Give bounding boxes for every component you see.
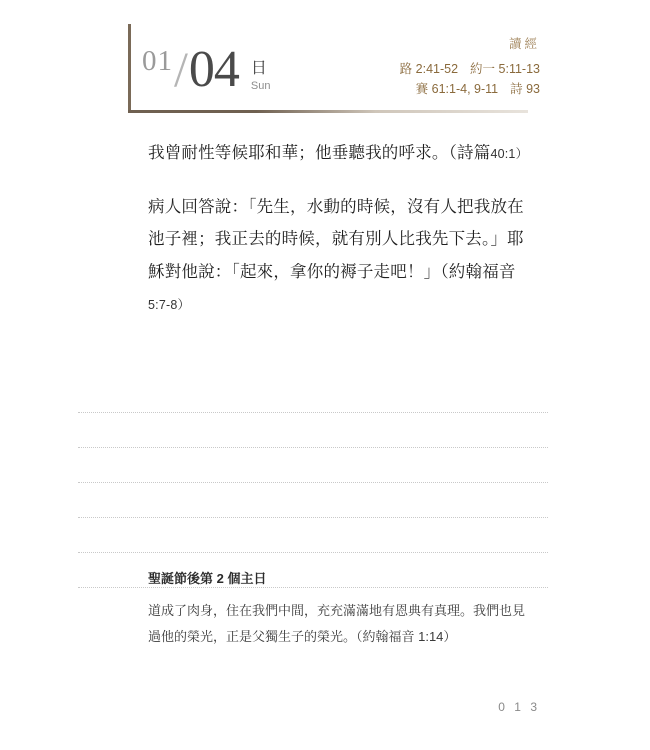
note-line[interactable]: [78, 378, 548, 413]
reflection-body: 道成了肉身，住在我們中間，充充滿滿地有恩典有真理。我們也見過他的榮光，正是父獨生子的榮光。（約翰福音 1:14）: [148, 603, 526, 644]
readings-line-1: [400, 59, 540, 79]
date-weekday-en: Sun: [250, 79, 271, 92]
readings-title: 讀經: [508, 37, 540, 51]
scripture-text-2: 病人回答說：「先生，水動的時候，沒有人把我放在池子裡；我正去的時候，就有別人比我先下去。」耶穌對他說：「起來，拿你的褥子走吧！」（約翰福音: [148, 198, 524, 281]
note-line[interactable]: [78, 518, 548, 553]
reflection-section: [148, 568, 534, 650]
reading-ref-2: 約一 5:11-13: [470, 62, 540, 76]
scripture-paragraph-2: [148, 191, 530, 320]
note-line[interactable]: [78, 483, 548, 518]
daily-readings: [400, 34, 540, 99]
reading-ref-3: 賽 61:1-4, 9-11: [415, 82, 499, 96]
scripture-section: [148, 137, 530, 320]
reading-ref-1: 路 2:41-52: [399, 62, 459, 76]
reflection-title: 聖誕節後第 2 個主日: [148, 571, 267, 586]
readings-line-2: [400, 79, 540, 99]
date-weekday: [251, 60, 271, 92]
date-month: 01: [142, 45, 173, 77]
header-divider-bar: [128, 110, 528, 113]
note-line[interactable]: [78, 448, 548, 483]
date-day: 04: [188, 41, 239, 98]
scripture-ref-1: 40:1）: [490, 147, 529, 161]
note-line[interactable]: [78, 413, 548, 448]
scripture-text-1: 我曾耐性等候耶和華；他垂聽我的呼求。（詩篇: [148, 144, 491, 162]
reading-ref-4: 詩 93: [510, 82, 540, 96]
date-block: [142, 22, 271, 98]
page-header: [128, 22, 540, 114]
page-number: 0 1 3: [498, 700, 540, 714]
scripture-paragraph-1: [148, 137, 530, 169]
date-slash: /: [174, 41, 188, 97]
date-weekday-cn: 日: [250, 60, 267, 78]
note-lines[interactable]: [78, 378, 548, 588]
scripture-ref-2: 5:7-8）: [148, 297, 191, 312]
